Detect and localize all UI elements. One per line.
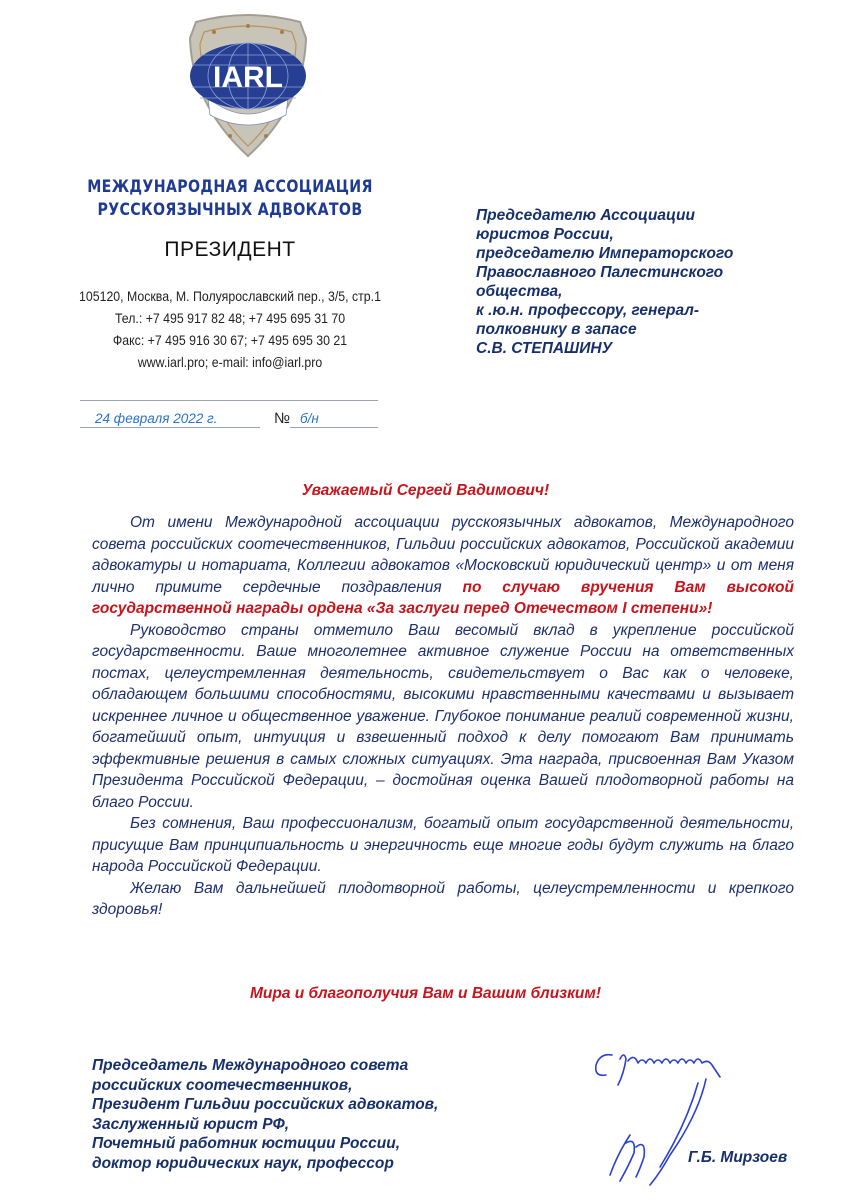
signer-titles	[92, 1056, 512, 1173]
paragraph-1-accent: по случаю вручения Вам высокой государственной награды ордена «За заслуги перед Отечеством I степени»!	[92, 578, 794, 617]
signer-title-line: Почетный работник юстиции России,	[92, 1135, 400, 1152]
signer-title-line: Президент Гильдии российских адвокатов,	[92, 1096, 439, 1113]
paragraph-1	[92, 512, 794, 620]
letter-body	[92, 512, 794, 921]
signer-name: Г.Б. Мирзоев	[688, 1149, 788, 1166]
letter-number: б/н	[300, 411, 319, 426]
iarl-logo	[178, 10, 318, 160]
number-label: №	[274, 410, 291, 427]
date-underline	[80, 427, 260, 428]
paragraph-3: Без сомнения, Ваш профессионализм, богатый опыт государственной деятельности, присущие Вам принципиальность и энергичность еще многие годы будут служить на благо народа Российской Федерации.	[92, 815, 794, 875]
addressee-line: юристов России,	[476, 226, 614, 243]
number-underline	[290, 427, 378, 428]
org-name-line-2: РУССКОЯЗЫЧНЫХ АДВОКАТОВ	[97, 200, 363, 219]
addressee-line: общества,	[476, 283, 563, 300]
contact-phone: Тел.: +7 495 917 82 48; +7 495 695 31 70	[114, 310, 346, 326]
signer-title-line: доктор юридических наук, профессор	[92, 1154, 394, 1172]
paragraph-1-text: От имени Международной ассоциации русскоязычных адвокатов, Международного совета российских соотечественников, Гильдии российских адвокатов, Российской академии адвокатуры и нотариата, Коллегии адвокатов «Московский юридический центр» и от меня лично примите сердечные поздравления	[92, 514, 794, 596]
contact-fax: Факс: +7 495 916 30 67; +7 495 695 30 21	[112, 332, 348, 348]
addressee-line: полковнику в запасе	[476, 321, 637, 338]
signer-title-line: Председатель Международного совета	[92, 1057, 409, 1074]
divider	[80, 400, 378, 401]
greeting: Уважаемый Сергей Вадимович!	[301, 482, 550, 499]
addressee-block	[476, 206, 816, 358]
logo-text: IARL	[213, 61, 283, 94]
addressee-line: Председателю Ассоциации	[476, 207, 695, 224]
paragraph-4: Желаю Вам дальнейшей плодотворной работы, целеустремленности и крепкого здоровья!	[92, 879, 794, 918]
org-name-line-1: МЕЖДУНАРОДНАЯ АССОЦИАЦИЯ	[87, 177, 373, 196]
letter-date: 24 февраля 2022 г.	[95, 411, 218, 426]
signer-title-line: Заслуженный юрист РФ,	[92, 1115, 290, 1133]
sender-position: ПРЕЗИДЕНТ	[164, 238, 296, 261]
addressee-line: к .ю.н. профессору, генерал-	[476, 302, 700, 319]
contact-address: 105120, Москва, М. Полуярославский пер., 3/5, стр.1	[79, 288, 381, 304]
contact-web-email: www.iarl.pro; e-mail: info@iarl.pro	[137, 354, 323, 370]
closing-wish: Мира и благополучия Вам и Вашим близким!	[249, 985, 602, 1002]
addressee-line: председателю Императорского	[476, 245, 734, 262]
addressee-line: Православного Палестинского	[476, 264, 724, 281]
signer-title-line: российских соотечественников,	[92, 1076, 353, 1094]
addressee-line: С.В. СТЕПАШИНУ	[476, 340, 613, 357]
paragraph-2: Руководство страны отметило Ваш весомый вклад в укрепление российской государственности. Ваше многолетнее активное служение России на ответственных постах, целеустремленная деятельность, свидетельствует о Вас как о человеке, обладающем большими способностями, высокими нравственными качествами и вызывает искреннее личное и общественное уважение. Глубокое понимание реалий современной жизни, богатейший опыт, интуиция и взвешенный подход к делу помогают Вам принимать эффективные решения в самых сложных ситуациях. Эта награда, присвоенная Вам Указом Президента Российской Федерации, – достойная оценка Вашей плодотворной работы на благо России.	[92, 621, 794, 811]
